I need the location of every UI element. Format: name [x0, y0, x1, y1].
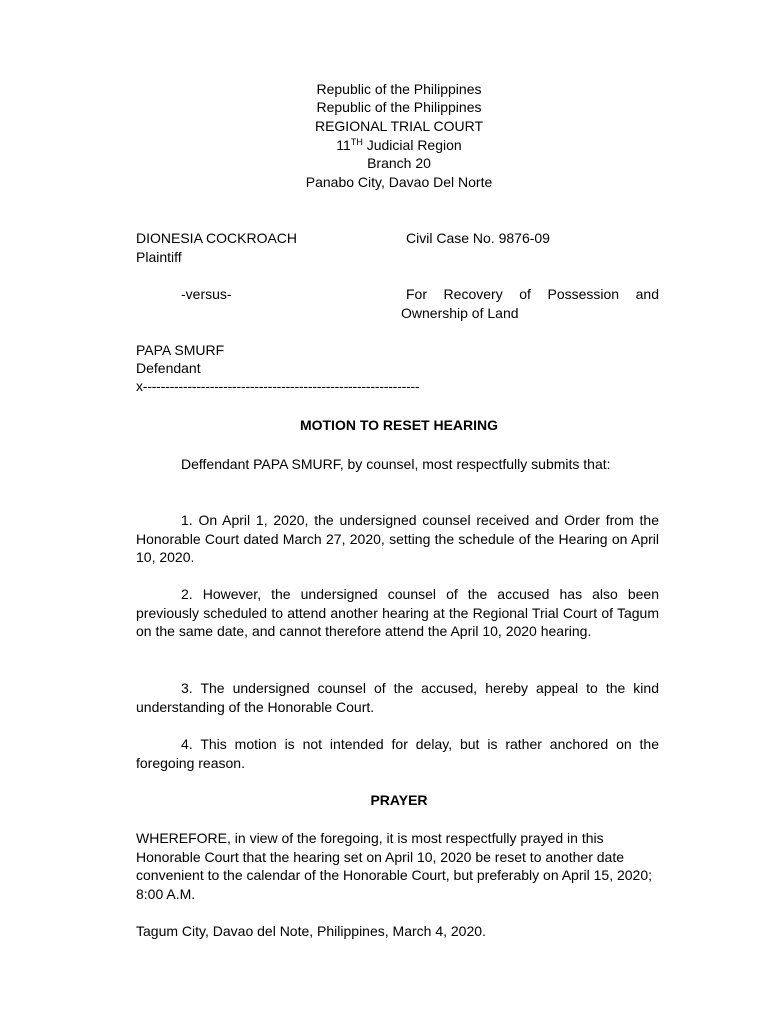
- motion-item-4: 4. This motion is not intended for delay, but is rather anchored on the foregoing reason.: [136, 736, 659, 771]
- caption-separator: x--------------------------------------------------------------: [136, 378, 420, 394]
- motion-item-3: 3. The undersigned counsel of the accused, hereby appeal to the kind understanding of the Honorable Court.: [136, 680, 659, 715]
- plaintiff-role: Plaintiff: [136, 249, 182, 265]
- header-city: Panabo City, Davao Del Norte: [305, 174, 493, 190]
- motion-item-1: 1. On April 1, 2020, the undersigned counsel received and Order from the Honorable Court dated March 27, 2020, setting the schedule of the Hearing on April 10, 2020.: [136, 512, 659, 565]
- region-number: 11: [336, 137, 351, 153]
- case-number: [406, 229, 550, 248]
- region-ordinal: TH: [350, 137, 363, 147]
- case-nature-line2: Ownership of Land: [401, 305, 519, 321]
- header-branch: Branch 20: [367, 155, 431, 171]
- region-text: Judicial Region: [362, 137, 462, 153]
- motion-item-2: 2. However, the undersigned counsel of the accused has also been previously scheduled to attend another hearing at the Regional Trial Court of Tagum on the same date, and cannot therefore attend the April 10, 2020 hearing.: [136, 586, 659, 639]
- defendant-role: Defendant: [136, 360, 201, 376]
- motion-intro: Deffendant PAPA SMURF, by counsel, most respectfully submits that:: [181, 456, 611, 472]
- case-nature-line1: For Recovery of Possession and: [406, 286, 659, 302]
- case-number-value: 9876-09: [494, 230, 550, 246]
- header-judicial-region: [0, 136, 768, 155]
- motion-title: MOTION TO RESET HEARING: [299, 417, 499, 433]
- prayer-text: WHEREFORE, in view of the foregoing, it is most respectfully prayed in this Honorable Court that the hearing set on April 10, 2020 be reset to another date convenient to the calendar of the Honorable Court, but preferably on April 15, 2020; 8:00 A.M.: [136, 830, 653, 902]
- defendant-name: PAPA SMURF: [136, 342, 225, 358]
- prayer-title: PRAYER: [370, 792, 428, 808]
- place-and-date: Tagum City, Davao del Note, Philippines, March 4, 2020.: [136, 923, 486, 939]
- case-number-label: Civil Case No.: [406, 230, 495, 246]
- versus: -versus-: [181, 286, 232, 302]
- header-court: REGIONAL TRIAL COURT: [314, 118, 484, 134]
- header-republic: Republic of the Philippines: [316, 81, 482, 97]
- plaintiff-name: DIONESIA COCKROACH: [136, 230, 298, 246]
- header-republic-repeat: Republic of the Philippines: [316, 99, 482, 115]
